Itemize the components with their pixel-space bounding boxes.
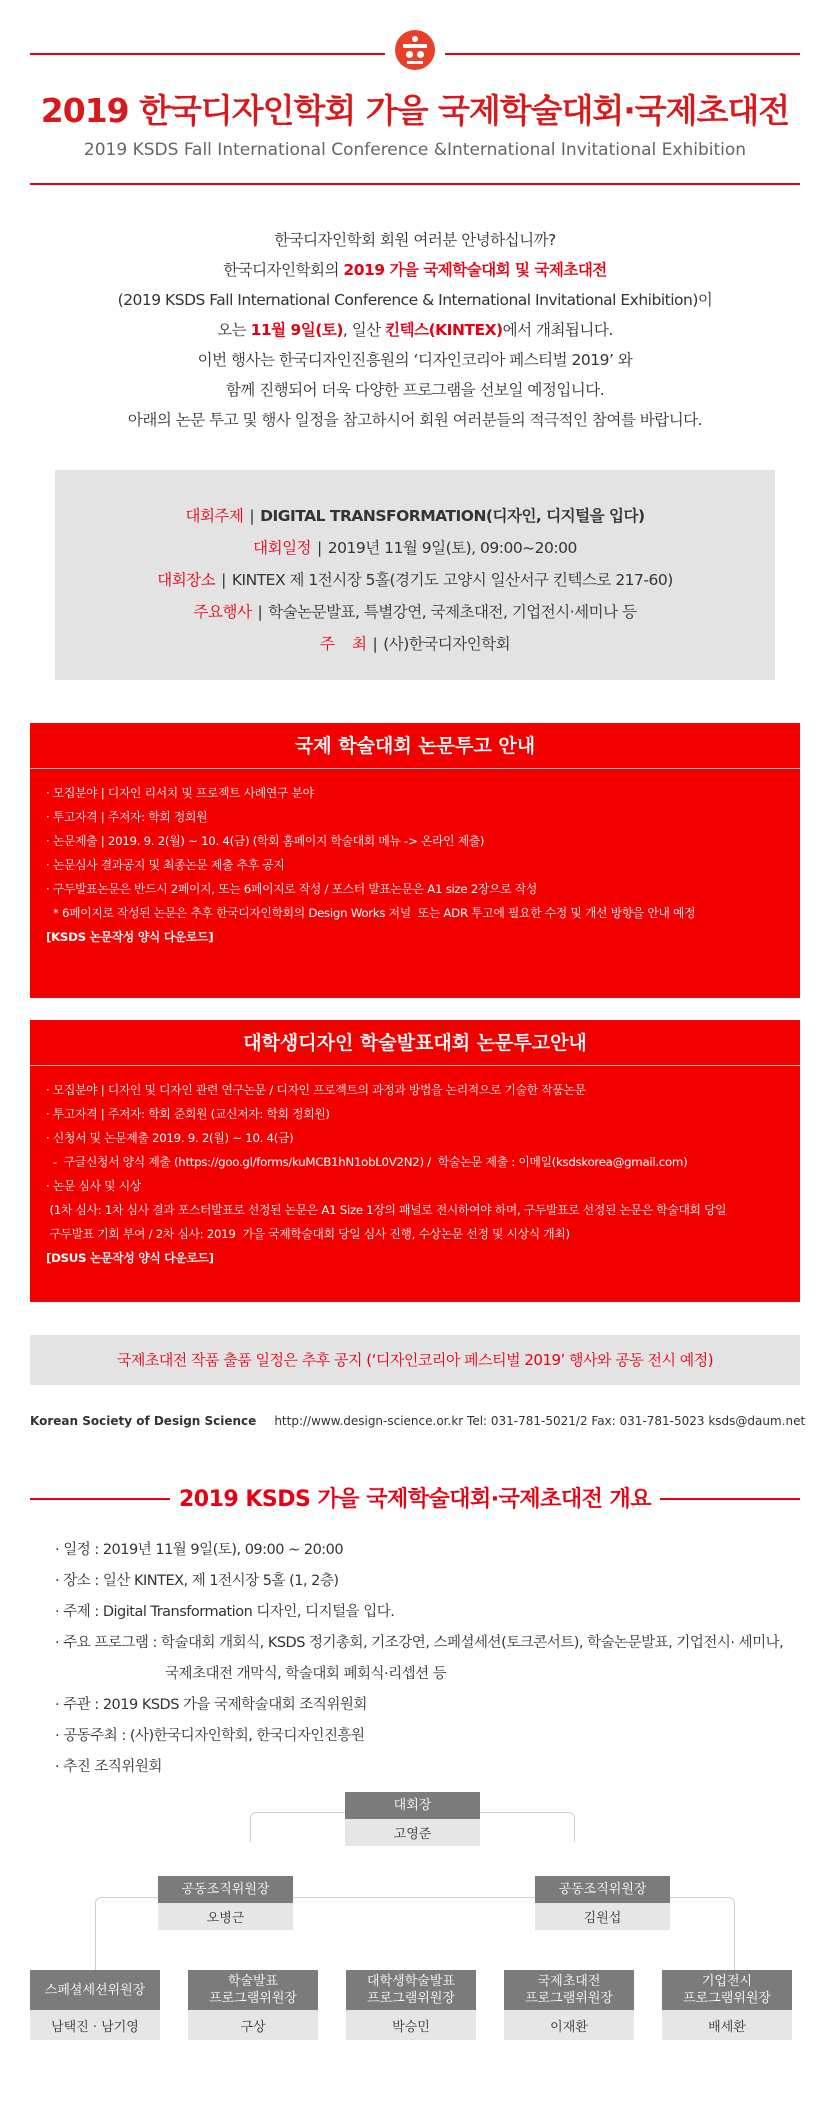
intro-line: 이번 행사는 한국디자인진흥원의 ‘디자인코리아 페스티벌 2019’ 와 — [197, 351, 633, 369]
list-item: · 추진 조직위원회 — [55, 1759, 162, 1775]
org-role: 공동조직위원장 — [535, 1876, 670, 1903]
header-rule-left — [30, 53, 385, 55]
org-role: 대회장 — [345, 1792, 480, 1819]
list-item: 구두발표 기회 부여 / 2차 심사: 2019 가을 국제학술대회 당일 심사 진행, 수상논문 선정 및 시상식 개최) — [46, 1227, 570, 1241]
list-item: · 주관 : 2019 KSDS 가을 국제학술대회 조직위원회 — [55, 1697, 367, 1713]
overview-list — [55, 1535, 815, 1783]
list-item: · 주요 프로그램 : 학술대회 개회식, KSDS 정기총회, 기조강연, 스페셜세션(토크콘서트), 학술논문발표, 기업전시· 세미나, — [55, 1635, 784, 1651]
org-person: 오병근 — [158, 1903, 293, 1930]
list-item: · 투고자격 | 주저자: 학회 정회원 — [46, 810, 208, 824]
intro-line: 오는 11월 9일(토), 일산 킨텍스(KINTEX)에서 개최됩니다. — [217, 321, 613, 339]
list-item: * 6페이지로 작성된 논문은 추후 한국디자인학회의 Design Works 저널 또는 ADR 투고에 필요한 수정 및 개선 방향을 안내 예정 — [46, 906, 696, 920]
date-highlight: 11월 9일(토) — [250, 321, 343, 339]
event-info-box — [55, 470, 775, 680]
org-node-member — [30, 1970, 160, 2040]
list-item: · 주제 : Digital Transformation 디자인, 디지털을 입다. — [55, 1604, 395, 1620]
list-item: · 구두발표논문은 반드시 2페이지, 또는 6페이지로 작성 / 포스터 발표논문은 A1 size 2장으로 작성 — [46, 882, 537, 896]
ksds-logo-icon — [395, 30, 435, 70]
list-item: · 투고자격 | 주저자: 학회 준회원 (교신저자: 학회 정회원) — [46, 1107, 330, 1121]
event-name-highlight: 2019 가을 국제학술대회 및 국제초대전 — [343, 261, 607, 279]
info-row-events: 주요행사 | 학술논문발표, 특별강연, 국제초대전, 기업전시·세미나 등 — [193, 603, 637, 621]
org-name: Korean Society of Design Science — [30, 1414, 257, 1428]
org-person: 박승민 — [346, 2010, 476, 2040]
list-item: · 논문제출 | 2019. 9. 2(월) ~ 10. 4(금) (학회 홈페이지 학술대회 메뉴 -> 온라인 제출) — [46, 834, 485, 848]
list-item: · 논문 심사 및 시상 — [46, 1179, 141, 1193]
org-role: 학술발표 프로그램위원장 — [188, 1970, 318, 2010]
info-row-theme: 대회주제 | DIGITAL TRANSFORMATION(디자인, 디지털을 입다) — [185, 507, 645, 525]
list-item: · 공동주최 : (사)한국디자인학회, 한국디자인진흥원 — [55, 1728, 365, 1744]
page-subtitle: 2019 KSDS Fall International Conference &International Invitational Exhibition — [83, 140, 747, 160]
intro-line: 아래의 논문 투고 및 행사 일정을 참고하시어 회원 여러분들의 적극적인 참여를 바랍니다. — [127, 411, 703, 429]
org-person: 이재환 — [504, 2010, 634, 2040]
org-role: 기업전시 프로그램위원장 — [662, 1970, 792, 2010]
info-row-host: 주 최 | (사)한국디자인학회 — [319, 635, 511, 653]
org-person: 김원섭 — [535, 1903, 670, 1930]
org-node-member — [188, 1970, 318, 2040]
intro-text — [0, 225, 830, 435]
intro-line: 한국디자인학회의 2019 가을 국제학술대회 및 국제초대전 — [223, 261, 607, 279]
contact-info: http://www.design-science.or.kr Tel: 031-781-5021/2 Fax: 031-781-5023 ksds@daum.net — [274, 1414, 806, 1428]
box-title: 대학생디자인 학술발표대회 논문투고안내 — [30, 1020, 800, 1066]
header-divider — [30, 183, 800, 185]
org-person: 구상 — [188, 2010, 318, 2040]
org-node-member — [662, 1970, 792, 2040]
org-node-member — [346, 1970, 476, 2040]
org-node-chair — [345, 1792, 480, 1846]
overview-title: 2019 KSDS 가을 국제학술대회·국제초대전 개요 — [178, 1487, 651, 1512]
ksds-template-download-link[interactable]: [KSDS 논문작성 양식 다운로드] — [46, 930, 214, 944]
student-paper-submission-box — [30, 1020, 800, 1302]
info-row-date: 대회일정 | 2019년 11월 9일(토), 09:00~20:00 — [253, 539, 577, 557]
contact-line — [30, 1414, 806, 1428]
intro-line: 한국디자인학회 회원 여러분 안녕하십니까? — [274, 231, 556, 249]
list-item: · 모집분야 | 디자인 및 디자인 관련 연구논문 / 디자인 프로젝트의 과정과 방법을 논리적으로 기술한 작품논문 — [46, 1083, 586, 1097]
org-role: 스페셜세션위원장 — [30, 1970, 160, 2010]
org-role: 국제초대전 프로그램위원장 — [504, 1970, 634, 2010]
dsus-template-download-link[interactable]: [DSUS 논문작성 양식 다운로드] — [46, 1251, 214, 1265]
intl-paper-submission-box — [30, 723, 800, 998]
box-title: 국제 학술대회 논문투고 안내 — [30, 723, 800, 769]
org-node-cochair-2 — [535, 1876, 670, 1930]
list-item: · 논문심사 결과공지 및 최종논문 제출 추후 공지 — [46, 858, 285, 872]
list-item: 국제초대전 개막식, 학술대회 폐회식·리셉션 등 — [165, 1666, 447, 1682]
info-row-venue: 대회장소 | KINTEX 제 1전시장 5홀(경기도 고양시 일산서구 킨텍스로 217-60) — [157, 571, 673, 589]
list-item: - 구글신청서 양식 제출 (https://goo.gl/forms/kuMCB1hN1obL0V2N2) / 학술논문 제출 : 이메일(ksdskorea@gmail.com) — [46, 1155, 688, 1169]
org-role: 공동조직위원장 — [158, 1876, 293, 1903]
org-role: 대학생학술발표 프로그램위원장 — [346, 1970, 476, 2010]
intro-line: (2019 KSDS Fall International Conference & International Invitational Exhibition)이 — [117, 291, 713, 309]
page-title: 2019 한국디자인학회 가을 국제학술대회·국제초대전 — [40, 91, 790, 130]
list-item: · 장소 : 일산 KINTEX, 제 1전시장 5홀 (1, 2층) — [55, 1573, 339, 1589]
org-person: 남택진 · 남기영 — [30, 2010, 160, 2040]
header-rule-right — [445, 53, 800, 55]
org-person: 고영준 — [345, 1819, 480, 1846]
intro-line: 함께 진행되어 더욱 다양한 프로그램을 선보일 예정입니다. — [225, 381, 605, 399]
org-node-cochair-1 — [158, 1876, 293, 1930]
venue-highlight: 킨텍스(KINTEX) — [385, 321, 503, 339]
org-node-member — [504, 1970, 634, 2040]
list-item: · 모집분야 | 디자인 리서치 및 프로젝트 사례연구 분야 — [46, 786, 314, 800]
list-item: (1차 심사: 1차 심사 결과 포스터발표로 선정된 논문은 A1 Size 1장의 패널로 전시하여야 하며, 구두발표로 선정된 논문은 학술대회 당일 — [46, 1203, 727, 1217]
list-item: · 일정 : 2019년 11월 9일(토), 09:00 ~ 20:00 — [55, 1542, 344, 1558]
org-person: 배세환 — [662, 2010, 792, 2040]
list-item: · 신청서 및 논문제출 2019. 9. 2(월) ~ 10. 4(금) — [46, 1131, 294, 1145]
exhibition-notice: 국제초대전 작품 출품 일정은 추후 공지 (‘디자인코리아 페스티벌 2019’ 행사와 공동 전시 예정) — [30, 1335, 800, 1385]
